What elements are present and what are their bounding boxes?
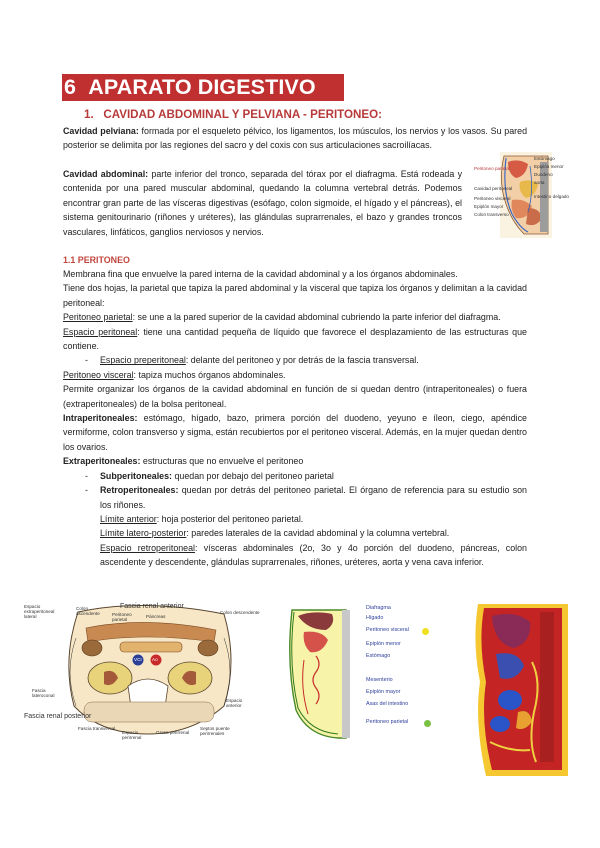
label-aorta: aorta [534,180,545,185]
figure-abdominal-cross-section [24,602,264,752]
label-espacio-perirrenal: Espacio perirrenal [122,730,142,740]
colored-sagittal-illustration [470,602,572,778]
label-grasa-perirrenal: Grasa perirrenal [156,730,190,735]
section-heading: 1. CAVIDAD ABDOMINAL Y PELVIANA - PERITONEO: [84,108,383,121]
label-intestino-delgado: Intestino delgado [534,194,569,199]
chapter-title: APARATO DIGESTIVO [88,75,316,99]
intraperitoneales: Intraperitoneales: estómago, hígado, bazo, primera porción del duodeno, yeyuno e íleon, ciego, apéndice vermiforme, colon transverso y sigma, están recubiertos por el peritoneo visceral. Además, en la mujer quedan dentro los ovarios. [63,413,527,452]
peritoneo-visceral-def: Peritoneo visceral: tapiza muchos órganos abdominales. [63,369,286,380]
label-colon-descendente: Colon descendente [220,610,260,615]
label-fascia-transversal: Fascia transversal [78,726,116,731]
label-espacio-anterior: Espacio anterior [226,698,243,708]
label-colon-transverso: Colon transverso [474,212,509,217]
figure-sagittal-peritoneum [282,604,442,744]
chapter-number: 6 [64,75,77,99]
label-septos-puente: Septos puente perirrenales [200,726,230,736]
bullet-retroperitoneales: - Retroperitoneales: quedan por detrás del peritoneo parietal. El órgano de referencia para su estudio son los riñones. [85,485,527,510]
peritoneo-p1: Membrana fina que envuelve la pared interna de la cavidad abdominal y a los órganos abdominales. [63,269,458,279]
label-epiplon-mayor-sag: Epiplón mayor [366,689,401,695]
espacio-peritoneal-def: Espacio peritoneal: tiene una cantidad pequeña de líquido que favorece el desplazamiento de las estructuras que contiene. [63,326,527,352]
paragraph-cavidad-abdominal: Cavidad abdominal: parte inferior del tronco, separada del tórax por el diafragma. Está rodeada y contenida por una pared muscular abdominal, quedando la columna vertebral detrás. Podemos encontrar gran parte de las vísceras digestivas (esófago, colon sigmoide, el hígado y el páncreas), el sistema genitourinario (riñones y uréteres), las glándulas suprarrenales, el bazo y grandes troncos vasculares, linfáticos, ganglios nerviosos y nervios. [63,169,463,237]
label-pancreas: Páncreas [146,614,166,619]
subsection-heading: 1.1 PERITONEO [63,255,130,265]
label-epiplon-menor-sag: Epiplón menor [366,641,401,647]
label-peritoneo-visceral-sag: Peritoneo visceral [366,627,409,633]
limite-latero-posterior: Límite latero-posterior: paredes laterales de la cavidad abdominal y la columna vertebral. [100,528,450,539]
peritoneo-parietal-def: Peritoneo parietal: se une a la pared superior de la cavidad abdominal cubriendo la parte inferior del diafragma. [63,312,501,323]
legend-dot-parietal [424,720,431,727]
label-mesenterio: Mesenterio [366,677,393,683]
label-peritoneo-visceral: Peritoneo visceral [474,196,511,201]
label-estomago-sag: Estómago [366,653,391,659]
label-epiplon-mayor: Epiplón mayor [474,204,504,209]
bullet-preperitoneal: - Espacio preperitoneal: delante del peritoneo y por detrás de la fascia transversal. [85,355,419,366]
label-higado: Hígado [366,615,384,621]
legend-dot-visceral [422,628,429,635]
label-epiplon-menor: Epiplón menor [534,164,564,169]
sagittal-diagram-illustration [282,604,362,744]
paragraph-cavidad-pelviana: Cavidad pelviana: formada por el esqueleto pélvico, los ligamentos, los músculos, los nervios y los vasos. Su pared posterior se delimita por las regiones del sacro y del coxis con sus articulaciones sacroilíacas. [63,126,528,151]
label-peritoneo-parietal-cross: Peritoneo parietal [112,612,132,622]
label-fascia-renal-anterior: Fascia renal anterior [120,603,184,610]
label-aorta-cross: Ao [152,657,158,662]
label-fascia-renal-posterior: Fascia renal posterior [24,713,92,720]
figure-peritoneum-sagittal-small [468,152,569,238]
permite-text: Permite organizar los órganos de la cavidad abdominal en función de si quedan dentro (intraperitoneales) o fuera (extraperitoneales) de la bolsa peritoneal. [63,384,527,409]
peritoneo-p2: Tiene dos hojas, la parietal que tapiza la pared abdominal y la visceral que tapiza los órganos y delimitan a la cavidad peritoneal: [63,283,527,308]
label-peritoneo-parietal-sag: Peritoneo parietal [366,719,409,725]
label-duodeno: Duodeno [534,172,553,177]
label-espacio-extraperitoneal-lateral: Espacio extraperitoneal lateral [24,604,55,619]
label-colon-ascendente: Colon ascendente [76,606,100,616]
peritoneo-body [63,267,527,570]
label-estomago: Estómago [534,156,555,161]
label-asas-intestino: Asas del intestino [366,701,409,707]
bullet-subperitoneales: - Subperitoneales: quedan por debajo del peritoneo parietal [85,470,334,481]
espacio-retroperitoneal: Espacio retroperitoneal: vísceras abdominales (2o, 3o y 4o porción del duodeno, páncreas, colon ascendente y descendente, glándulas suprarrenales, riñones, uréteres, aorta y vena cava inferior. [100,542,527,568]
figure-colored-sagittal [470,602,572,778]
label-peritoneo-parietal: Peritoneo parietal [474,166,511,171]
label-vci: VCI [134,657,142,662]
label-fascia-lateroconal: Fascia lateroconal [32,688,55,698]
limite-anterior: Límite anterior: hoja posterior del peritoneo parietal. [100,513,304,524]
label-cavidad-peritoneal: Cavidad peritoneal [474,186,513,191]
label-diafragma: Diafragma [366,605,391,611]
extraperitoneales: Extraperitoneales: estructuras que no envuelve el peritoneo [63,456,304,467]
chapter-heading [62,74,344,101]
